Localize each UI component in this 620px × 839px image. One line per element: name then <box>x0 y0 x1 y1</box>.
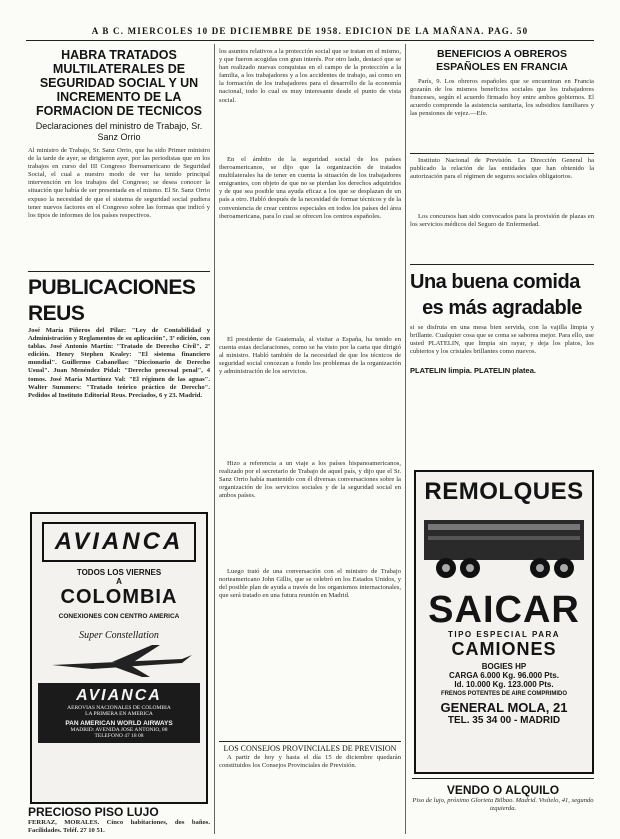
avianca-footer <box>38 683 200 743</box>
avianca-line1: TODOS LOS VIERNES <box>76 568 162 577</box>
avianca-agency2: LA PRIMERA EN AMERICA <box>85 711 153 717</box>
saicar-frenos: FRENOS POTENTES DE AIRE COMPRIMIDO <box>440 691 568 697</box>
right-rule-1 <box>410 153 594 154</box>
vendo-title: VENDO O ALQUILO <box>446 783 560 797</box>
right-headline: BENEFICIOS A OBREROS ESPAÑOLES EN FRANCIA <box>436 48 568 73</box>
avianca-line2: A <box>116 577 122 586</box>
saicar-carga-2: Id. 10.000 Kg. 123.000 Pts. <box>454 680 554 689</box>
section-rule <box>28 271 210 272</box>
truck-trailer-image <box>416 510 592 590</box>
avianca-brand: AVIANCA <box>42 522 196 562</box>
food-title-1: Una buena comida <box>410 271 580 293</box>
avianca-ad <box>30 512 208 804</box>
middle-section-title: LOS CONSEJOS PROVINCIALES DE PREVISION <box>223 744 397 753</box>
avianca-partner: PAN AMERICAN WORLD AIRWAYS <box>65 720 173 727</box>
header-rule <box>26 40 594 41</box>
food-slogan: PLATELIN limpia. PLATELIN platea. <box>410 366 536 375</box>
article-body: Al ministro de Trabajo, Sr. Sanz Orrio, que ha sido Primer ministro de la tarde de ayer, se dirigieron ayer, por las periodistas que en los trabajos en curso del III Congreso Iberoamericano de Seguridad Social, el cual a nuestro modo de ver ha tenido principal intervención en los trabajos del Congreso; se desea conocer la situación que había de ser presentada en el mismo. El Sr. Sanz Orrio expuso la necesidad de que el sistema de seguridad social pudiera tener nuevos factores en el Congreso sobre las formas que indicó y los tipos de informes de los países respectivos. <box>28 147 210 219</box>
right-rule-2 <box>410 264 594 265</box>
precioso-block <box>28 805 210 835</box>
middle-body-3: El presidente de Guatemala, al visitar a España, ha tenido en cuenta estas declaraciones, como se ha visto por la carta que dirigió al ministro. Habló también de la necesidad de que los técnicos de seguridad social conozcan a fondo los problemas de la organización y administración de los servicios. <box>219 336 401 376</box>
right-body-1: París, 9. Los obreros españoles que se encuentran en Francia gozarán de los mismos beneficios sociales que los trabajadores franceses, según el acuerdo firmado hoy entre ambos gobiernos. El acuerdo comprende la asistencia sanitaria, los subsidios familiares y las pensiones de vejez.—Efe. <box>410 78 594 118</box>
precioso-title: PRECIOSO PISO LUJO <box>28 805 159 819</box>
middle-body-6: A partir de hoy y hasta el día 15 de diciembre quedarán constituidos los Consejos Provinciales de Previsión. <box>219 754 401 770</box>
page-header: A B C. MIERCOLES 10 DE DICIEMBRE DE 1958. EDICION DE LA MAÑANA. PAG. 50 <box>91 26 529 36</box>
saicar-camiones: CAMIONES <box>451 639 557 659</box>
right-body-3: Los concursos han sido convocados para la provisión de plazas en los servicios médicos del Seguro de Enfermedad. <box>410 213 594 229</box>
food-body: si se disfruta en una mesa bien servida, con la vajilla limpia y brillante. Cualquier cosa que se coma se saborea mejor. Para ello, use usted PLATELIN, que limpia sin rayar, y deja los platos, los cubiertos y los cristales brillantes como nuevos. <box>410 324 594 356</box>
avianca-brand2: AVIANCA <box>76 687 162 704</box>
vendo-block <box>412 778 594 834</box>
middle-body-1: los asuntos relativos a la protección social que se tratan en el mismo, y que fueron acogidas con gran interés. Por otro lado, destacó que se han realizado nuevas conquistas en el campo de la protección a la familia, a los trabajadores y a los accidentes de trabajo, así como en la formación de los trabajadores para el desarrollo de la economía nacional, todo lo cual es muy interesante desde el punto de vista social. <box>219 48 401 104</box>
avianca-line3: CONEXIONES CON CENTRO AMERICA <box>58 613 180 620</box>
middle-body-5: Luego trató de una conversación con el ministro de Trabajo norteamericano John Gillis, que se celebró en los Estados Unidos, y del posible plan de ayuda a través de los organismos internacionales, que será tratado en una futura reunión en Madrid. <box>219 568 401 600</box>
saicar-tel: TEL. 35 34 00 - MADRID <box>447 715 561 726</box>
middle-body-4: Hizo a referencia a un viaje a los países hispanoamericanos, realizado por el secretario de Trabajo de aquel país, y dijo que el Sr. Sanz Orrio había mantenido con él diversas conversaciones sobre la organización de los servicios sociales y de la seguridad social en ambos países. <box>219 460 401 500</box>
avianca-agency1: AEROVIAS NACIONALES DE COLOMBIA <box>67 705 171 711</box>
vendo-rule <box>412 778 594 779</box>
classifieds-title: PUBLICACIONES REUS <box>28 276 196 325</box>
avianca-aircraft: Super Constellation <box>79 630 159 641</box>
saicar-address: GENERAL MOLA, 21 <box>440 700 568 715</box>
avianca-destination: COLOMBIA <box>60 586 178 608</box>
avianca-address: MADRID: AVENIDA JOSE ANTONIO, 88 <box>70 727 168 733</box>
saicar-brand: SAICAR <box>428 589 580 631</box>
vendo-body: Piso de lujo, próximo Glorieta Bilbao. Madrid. Visítelo, 41, segundo izquierda. <box>412 797 594 813</box>
classifieds-body: José María Piñeros del Pilar: "Ley de Contabilidad y Administración y Reglamentos de su aplicación", 3ª edición, con tablas. José Antonio Martín: "Tratado de Derecho Civil", 2ª edición. Henry Stephen Kealey: "El sistema financiero mundial". Guillermo Cabanellas: "Diccionario de Derecho Usual". Juan Menéndez Pidal: "Derecho procesal penal", 4 tomos. José María Martínez Val: "El régimen de las aguas". Walter Summers: "Tratado teórico práctico de Derecho". Pedidos al Instituto Editorial Reus. Preciados, 6 y 23. Madrid. <box>28 327 210 399</box>
precioso-body: FERRAZ, MORALES. Cinco habitaciones, dos baños. Facilidades. Teléf. 27 10 51. <box>28 819 210 835</box>
avianca-phone: TELEFONO 47 18 08 <box>94 733 144 739</box>
airplane-icon <box>32 641 206 681</box>
middle-column <box>219 48 401 834</box>
right-body-2: Instituto Nacional de Previsión. La Dirección General ha publicado la relación de las entidades que han obtenido la autorización para el régimen de seguros sociales obligatorios. <box>410 157 594 181</box>
remolques-title: REMOLQUES <box>424 478 584 505</box>
saicar-bogies: BOGIES HP <box>481 662 527 671</box>
article-subhead: Declaraciones del ministro de Trabajo, Sr. Sanz Orrio <box>35 121 203 142</box>
article-headline: HABRA TRATADOS MULTILATERALES DE SEGURIDAD SOCIAL Y UN INCREMENTO DE LA FORMACION DE TECNICOS <box>36 48 202 118</box>
middle-body-2: En el ámbito de la seguridad social de los países iberoamericanos, se dijo que la organización de tratados multilaterales ha de tener en cuenta la situación de los trabajadores emigrantes, con objeto de que no se pierdan los derechos adquiridos y de que sea posible una ayuda eficaz a los que se desplazan de un país a otro. Habló después de la necesidad de formar técnicos y de la conveniencia de crear centros especiales en todos los países del área iberoamericana, para lo cual se ofrecen los centros españoles. <box>219 156 401 220</box>
middle-rule <box>219 741 401 742</box>
food-title-2: es más agradable <box>422 297 582 319</box>
saicar-ad <box>414 470 594 774</box>
saicar-tipo: TIPO ESPECIAL PARA <box>447 630 561 639</box>
column-divider-right <box>405 44 406 834</box>
saicar-carga-1: CARGA 6.000 Kg. 96.000 Pts. <box>449 671 559 680</box>
column-divider-left <box>214 44 215 834</box>
